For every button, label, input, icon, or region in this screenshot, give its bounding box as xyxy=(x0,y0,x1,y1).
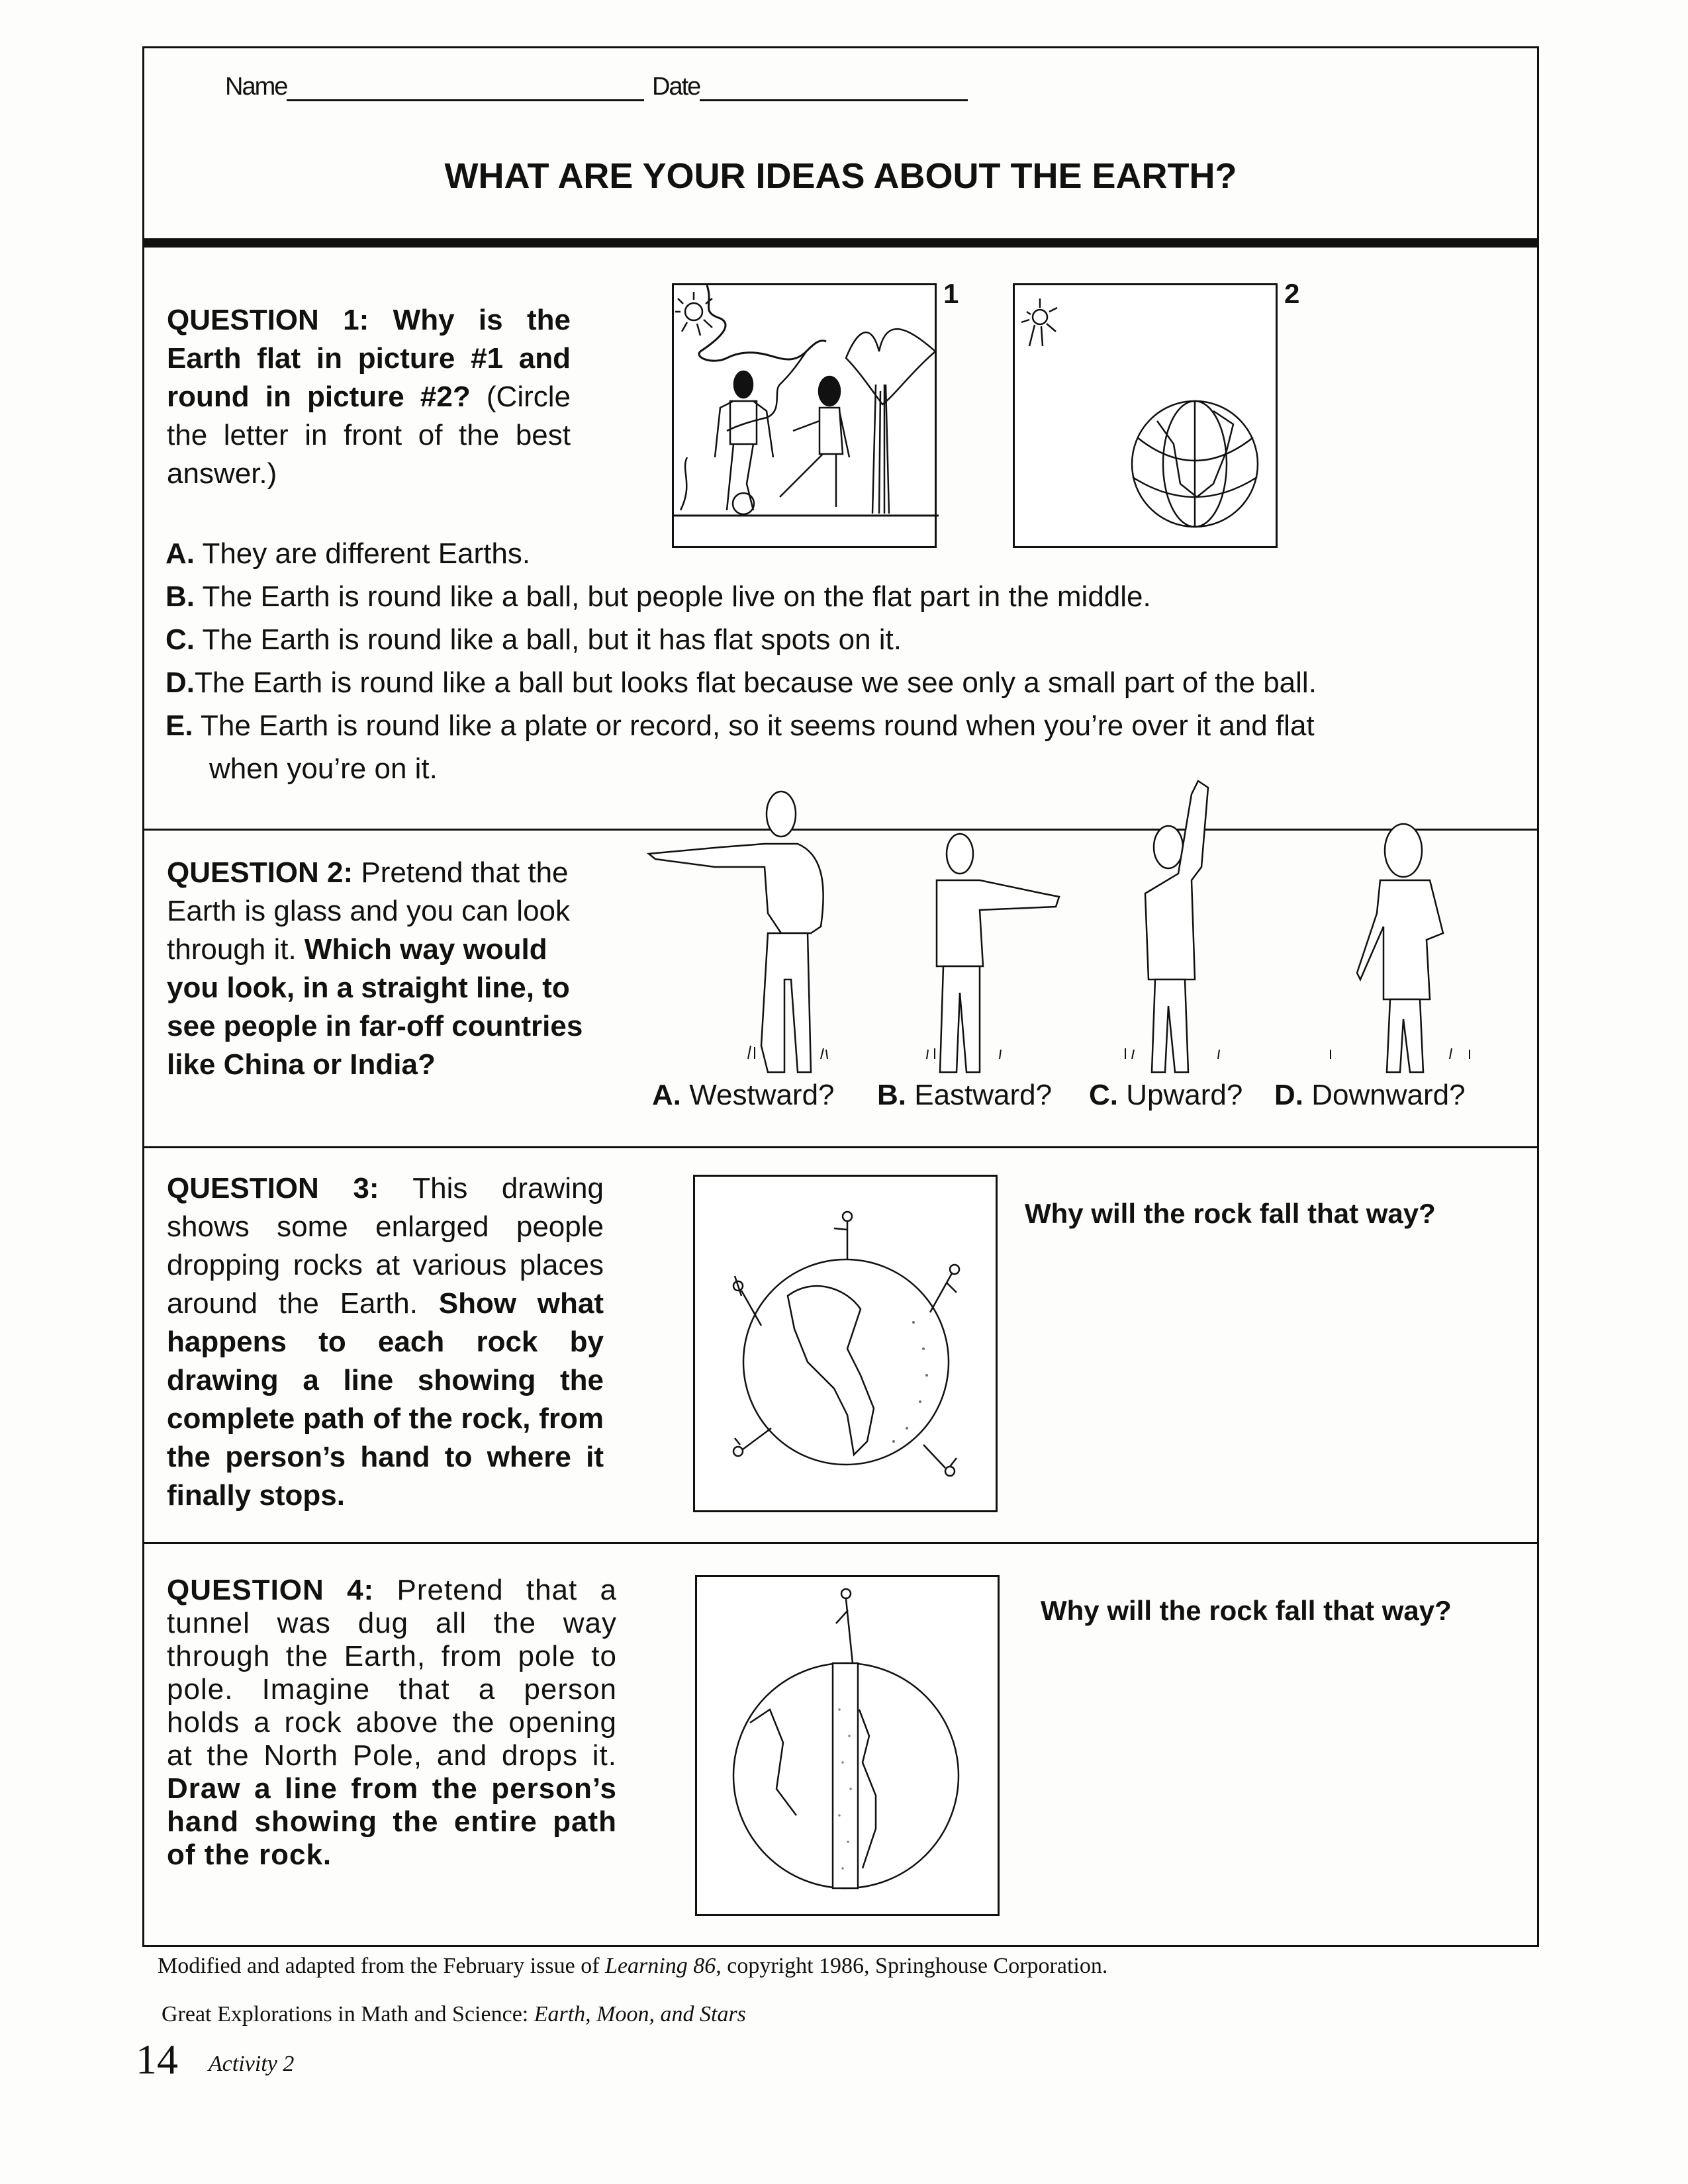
date-blank[interactable] xyxy=(700,73,968,101)
q2-choice-b[interactable]: B. Eastward? xyxy=(877,1079,1053,1111)
q2-choice-d[interactable]: D. Downward? xyxy=(1274,1079,1466,1111)
q2-label: QUESTION 2: xyxy=(167,856,353,889)
name-field[interactable] xyxy=(225,73,644,101)
q1-label: QUESTION 1: xyxy=(167,304,369,336)
q3-answer-area[interactable] xyxy=(1025,1244,1515,1522)
q1-prompt-bold: Why is the Earth flat in picture #1 and round in picture #2? xyxy=(167,304,571,413)
person-at-north-pole-icon xyxy=(836,1589,853,1663)
kids-playing-illustration xyxy=(674,285,939,550)
globe-illustration xyxy=(1015,285,1280,550)
sun-icon xyxy=(1021,298,1057,346)
q3-prompt xyxy=(167,1169,604,1515)
child-right-icon xyxy=(780,377,849,507)
q1-instruction: (Circle the letter in front of the best answer.) xyxy=(167,381,571,490)
person-pointing-down-icon xyxy=(1357,824,1443,1072)
person-lower-left-icon xyxy=(733,1428,771,1456)
q2-prompt-plain: Pretend that the Earth is glass and you can look through it. xyxy=(167,856,571,966)
q2-choice-a[interactable]: A. Westward? xyxy=(652,1079,835,1111)
q3-drawing-area[interactable] xyxy=(693,1175,998,1512)
earth-with-people-illustration xyxy=(695,1177,1000,1514)
q3-why-prompt: Why will the rock fall that way? xyxy=(1025,1198,1436,1229)
q1-prompt xyxy=(167,301,571,493)
q4-why-prompt: Why will the rock fall that way? xyxy=(1041,1595,1452,1626)
grass-tufts xyxy=(748,1046,1470,1059)
stipple xyxy=(892,1321,928,1443)
name-blank[interactable] xyxy=(287,73,644,101)
picture-1-number: 1 xyxy=(943,278,959,309)
q2-prompt-bold: Which way would you look, in a straight line, to see people in far-off countries like China or India? xyxy=(167,933,583,1081)
earth-globe-icon xyxy=(1132,401,1258,527)
q4-prompt-plain: Pretend that a tunnel was dug all the way through the Earth, from pole to pole. Imagine that a person holds a rock above the opening at the North Pole, and drops it. xyxy=(167,1574,617,1772)
people-pointing-illustration xyxy=(649,781,1509,1085)
tree-icon xyxy=(846,329,935,514)
child-left-icon xyxy=(715,371,773,514)
picture-2-number: 2 xyxy=(1284,278,1300,309)
name-label: Name xyxy=(225,73,287,101)
person-pointing-east-icon xyxy=(937,834,1059,1072)
q1-option-c[interactable]: C. The Earth is round like a ball, but it has flat spots on it. xyxy=(165,623,902,656)
series-line: Great Explorations in Math and Science: Earth, Moon, and Stars xyxy=(162,2002,746,2026)
person-pointing-up-icon xyxy=(1145,781,1208,1072)
page-number: 14 xyxy=(136,2036,178,2083)
earth-globe-icon xyxy=(733,1663,959,1888)
date-field[interactable] xyxy=(652,73,968,101)
q2-choice-c[interactable]: C. Upward? xyxy=(1089,1079,1243,1111)
picture-2-round-earth xyxy=(1013,283,1278,548)
q1-option-d[interactable]: D.The Earth is round like a ball but looks flat because we see only a small part of the ball. xyxy=(165,666,1317,699)
q4-drawing-area[interactable] xyxy=(695,1575,1000,1916)
q3-prompt-bold: Show what happens to each rock by drawing a line showing the complete path of the rock, from the person’s hand to where it finally stops. xyxy=(167,1287,604,1512)
q1-option-b[interactable]: B. The Earth is round like a ball, but people live on the flat part in the middle. xyxy=(165,580,1151,613)
header-divider xyxy=(142,238,1539,248)
person-pointing-west-icon xyxy=(649,792,823,1072)
person-upper-right-icon xyxy=(930,1265,959,1312)
q2-prompt xyxy=(167,854,604,1084)
credit-line: Modified and adapted from the February issue of Learning 86, copyright 1986, Springhouse Corporation. xyxy=(158,1954,1108,1978)
activity-label: Activity 2 xyxy=(209,2052,295,2076)
earth-globe-icon xyxy=(743,1259,949,1465)
q1-option-a[interactable]: A. They are different Earths. xyxy=(165,537,531,570)
earth-tunnel-illustration xyxy=(697,1577,1002,1918)
date-label: Date xyxy=(652,73,700,101)
q3-prompt-plain: This drawing shows some enlarged people dropping rocks at various places around the Earth. xyxy=(167,1172,604,1320)
q4-prompt-bold: Draw a line from the person’s hand showing the entire path of the rock. xyxy=(167,1772,617,1871)
person-lower-right-icon xyxy=(923,1445,957,1476)
q3-label: QUESTION 3: xyxy=(167,1172,379,1205)
page-title: WHAT ARE YOUR IDEAS ABOUT THE EARTH? xyxy=(444,156,1237,196)
source-title: Learning 86 xyxy=(605,1954,716,1978)
section-divider-q3 xyxy=(142,1146,1539,1148)
q4-answer-area[interactable] xyxy=(1041,1641,1517,1919)
person-left-icon xyxy=(733,1276,761,1326)
sun-icon xyxy=(675,292,712,336)
person-top-icon xyxy=(834,1212,852,1259)
q4-label: QUESTION 4: xyxy=(167,1574,375,1606)
series-title: Earth, Moon, and Stars xyxy=(534,2002,746,2026)
q4-prompt xyxy=(167,1574,617,1872)
q1-option-e[interactable]: E. The Earth is round like a plate or record, so it seems round when you’re over it and flat xyxy=(165,709,1315,742)
picture-1-flat-earth xyxy=(672,283,937,548)
section-divider-q4 xyxy=(142,1542,1539,1544)
q1-option-e-continued: when you’re on it. xyxy=(209,752,438,785)
